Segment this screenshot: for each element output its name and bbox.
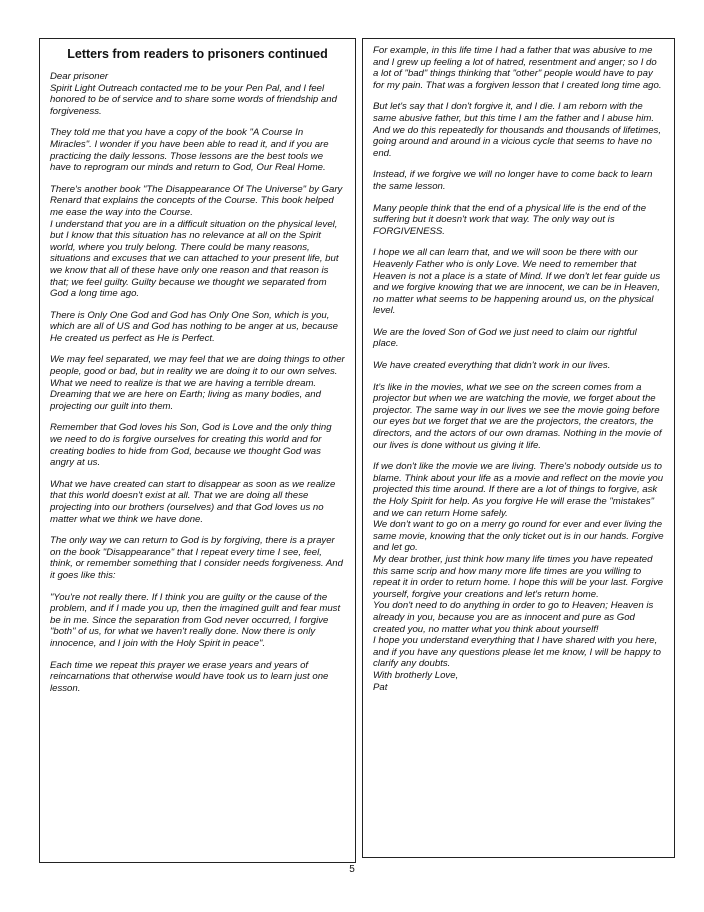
paragraph: Dear prisoner Spirit Light Outreach contacted me to be your Pen Pal, and I feel honored to be of service and to share some words of friendship and forgiveness. bbox=[50, 71, 337, 117]
paragraph: We have created everything that didn't work in our lives. bbox=[373, 360, 611, 372]
paragraph: There is Only One God and God has Only One Son, which is you, which are all of US and God has nothing to be anger at us, because He created us perfect as He is Perfect. bbox=[50, 309, 338, 344]
paragraph: There's another book "The Disappearance Of The Universe" by Gary Renard that explains the concepts of the Course. This book helped me ease the way into the Course. I understand that you are in a difficult situation on the physical level, but I know that this situation has no relevance at all on the Spirit world, where you truly belong. There could be many reasons, situations and excuses that we can attached to your present life, but we know that all of these have only one reason and that reason is that; we feel guilty. Guilty because we thought we separated from God a long time ago. bbox=[50, 183, 343, 300]
paragraph: They told me that you have a copy of the book "A Course In Miracles". I wonder if you have been able to read it, and if you are practicing the daily lessons. Those lessons are the best tools we have to reprogram our minds and return to God, Our Real Home. bbox=[50, 127, 329, 174]
paragraph: The only way we can return to God is by forgiving, there is a prayer on the book "Disappearance" that I repeat every time I see, feel, think, or remember something that I consider needs forgiveness. And it goes like this: bbox=[50, 535, 343, 581]
paragraph: But let's say that I don't forgive it, and I die. I am reborn with the same abusive father, but this time I am the father and I abuse him. And we do this repeatedly for thousands and thousands of lifetimes, going around and around in a vicious cycle that seems to have no end. bbox=[373, 101, 661, 159]
right-column bbox=[362, 38, 675, 858]
article-title: Letters from readers to prisoners continued bbox=[67, 47, 328, 61]
page-number: 5 bbox=[349, 864, 355, 875]
paragraph: We may feel separated, we may feel that we are doing things to other people, good or bad, but in reality we are doing it to our own selves. What we need to realize is that we are having a terrible dream. Dreaming that we are here on Earth; living as many bodies, and projecting our guilt into them. bbox=[50, 354, 345, 412]
left-paragraphs bbox=[50, 71, 345, 694]
left-column bbox=[39, 38, 356, 863]
paragraph: For example, in this life time I had a father that was abusive to me and I grew up feeling a lot of hatred, resentment and anger; so I do a lot of "bad" things thinking that "other" people would have to pay for my pain. That was a forgiven lesson that I created long time ago. bbox=[373, 45, 662, 91]
paragraph: Remember that God loves his Son, God is Love and the only thing we need to do is forgive ourselves for creating this world and for creating bodies to hide from God, because we thought God was angry at us. bbox=[50, 422, 332, 469]
paragraph: Many people think that the end of a physical life is the end of the suffering but it doesn't work that way. The only way out is FORGIVENESS. bbox=[373, 202, 647, 237]
paragraph: Instead, if we forgive we will no longer have to come back to learn the same lesson. bbox=[373, 169, 653, 192]
paragraph: We are the loved Son of God we just need to claim our rightful place. bbox=[373, 326, 637, 350]
paragraph: I hope we all can learn that, and we will soon be there with our Heavenly Father who is only Love. We need to remember that Heaven is not a place is a state of Mind. If we don't let fear guide us and we forgive knowing that we are innocent, we can be in Heaven, no matter what seems to be happening around us, on the physical level. bbox=[373, 247, 661, 317]
paragraph: Each time we repeat this prayer we erase years and years of reincarnations that otherwise would have took us to learn just one lesson. bbox=[50, 659, 329, 694]
paragraph: If we don't like the movie we are living. There's nobody outside us to blame. Think about your life as a movie and reflect on the movie you projected this time around. If there are a lot of things to forgive, ask the Holy Spirit for help. As you forgive He will erase the "mistakes" and we can return Home safely. We don't want to go on a merry go round for ever and ever living the same movie, knowing that the only ticket out is in our hands. Forgive and let go. My dear brother, just think how many life times you have repeated this same scrip and how many more life times are you willing to repeat it in order to return home. I hope this will be your last. Forgive yourself, forgive your creations and let's return home. You don't need to do anything in order to go to Heaven; Heaven is already in you, because you are as innocent and pure as God created you, no matter what you think about yourself! I hope you understand everything that I have shared with you here, and if you have any questions please let me know, I will be happy to clarify any doubts. With brotherly Love, Pat bbox=[373, 461, 664, 693]
paragraph: What we have created can start to disappear as soon as we realize that this world doesn't exist at all. That we are doing all these projecting into our brothers (ourselves) and that God loves us no matter what we think we have done. bbox=[50, 478, 336, 525]
paragraph: It's like in the movies, what we see on the screen comes from a projector but when we are watching the movie, we forget about the projector. The same way in our lives we see the movie going before our eyes but we forget that we are the projectors, the creators, the directors, and the actors of our own dramas. Nothing in the movie of our lives is done without us giving it life. bbox=[373, 381, 662, 451]
paragraph: "You're not really there. If I think you are guilty or the cause of the problem, and if I made you up, then the imagined guilt and fear must be in me. Since the separation from God never occurred, I forgive "both" of us, for what we haven't really done. Now there is only innocence, and I join with the Holy Spirit in peace". bbox=[50, 591, 341, 649]
right-paragraphs bbox=[373, 45, 664, 693]
